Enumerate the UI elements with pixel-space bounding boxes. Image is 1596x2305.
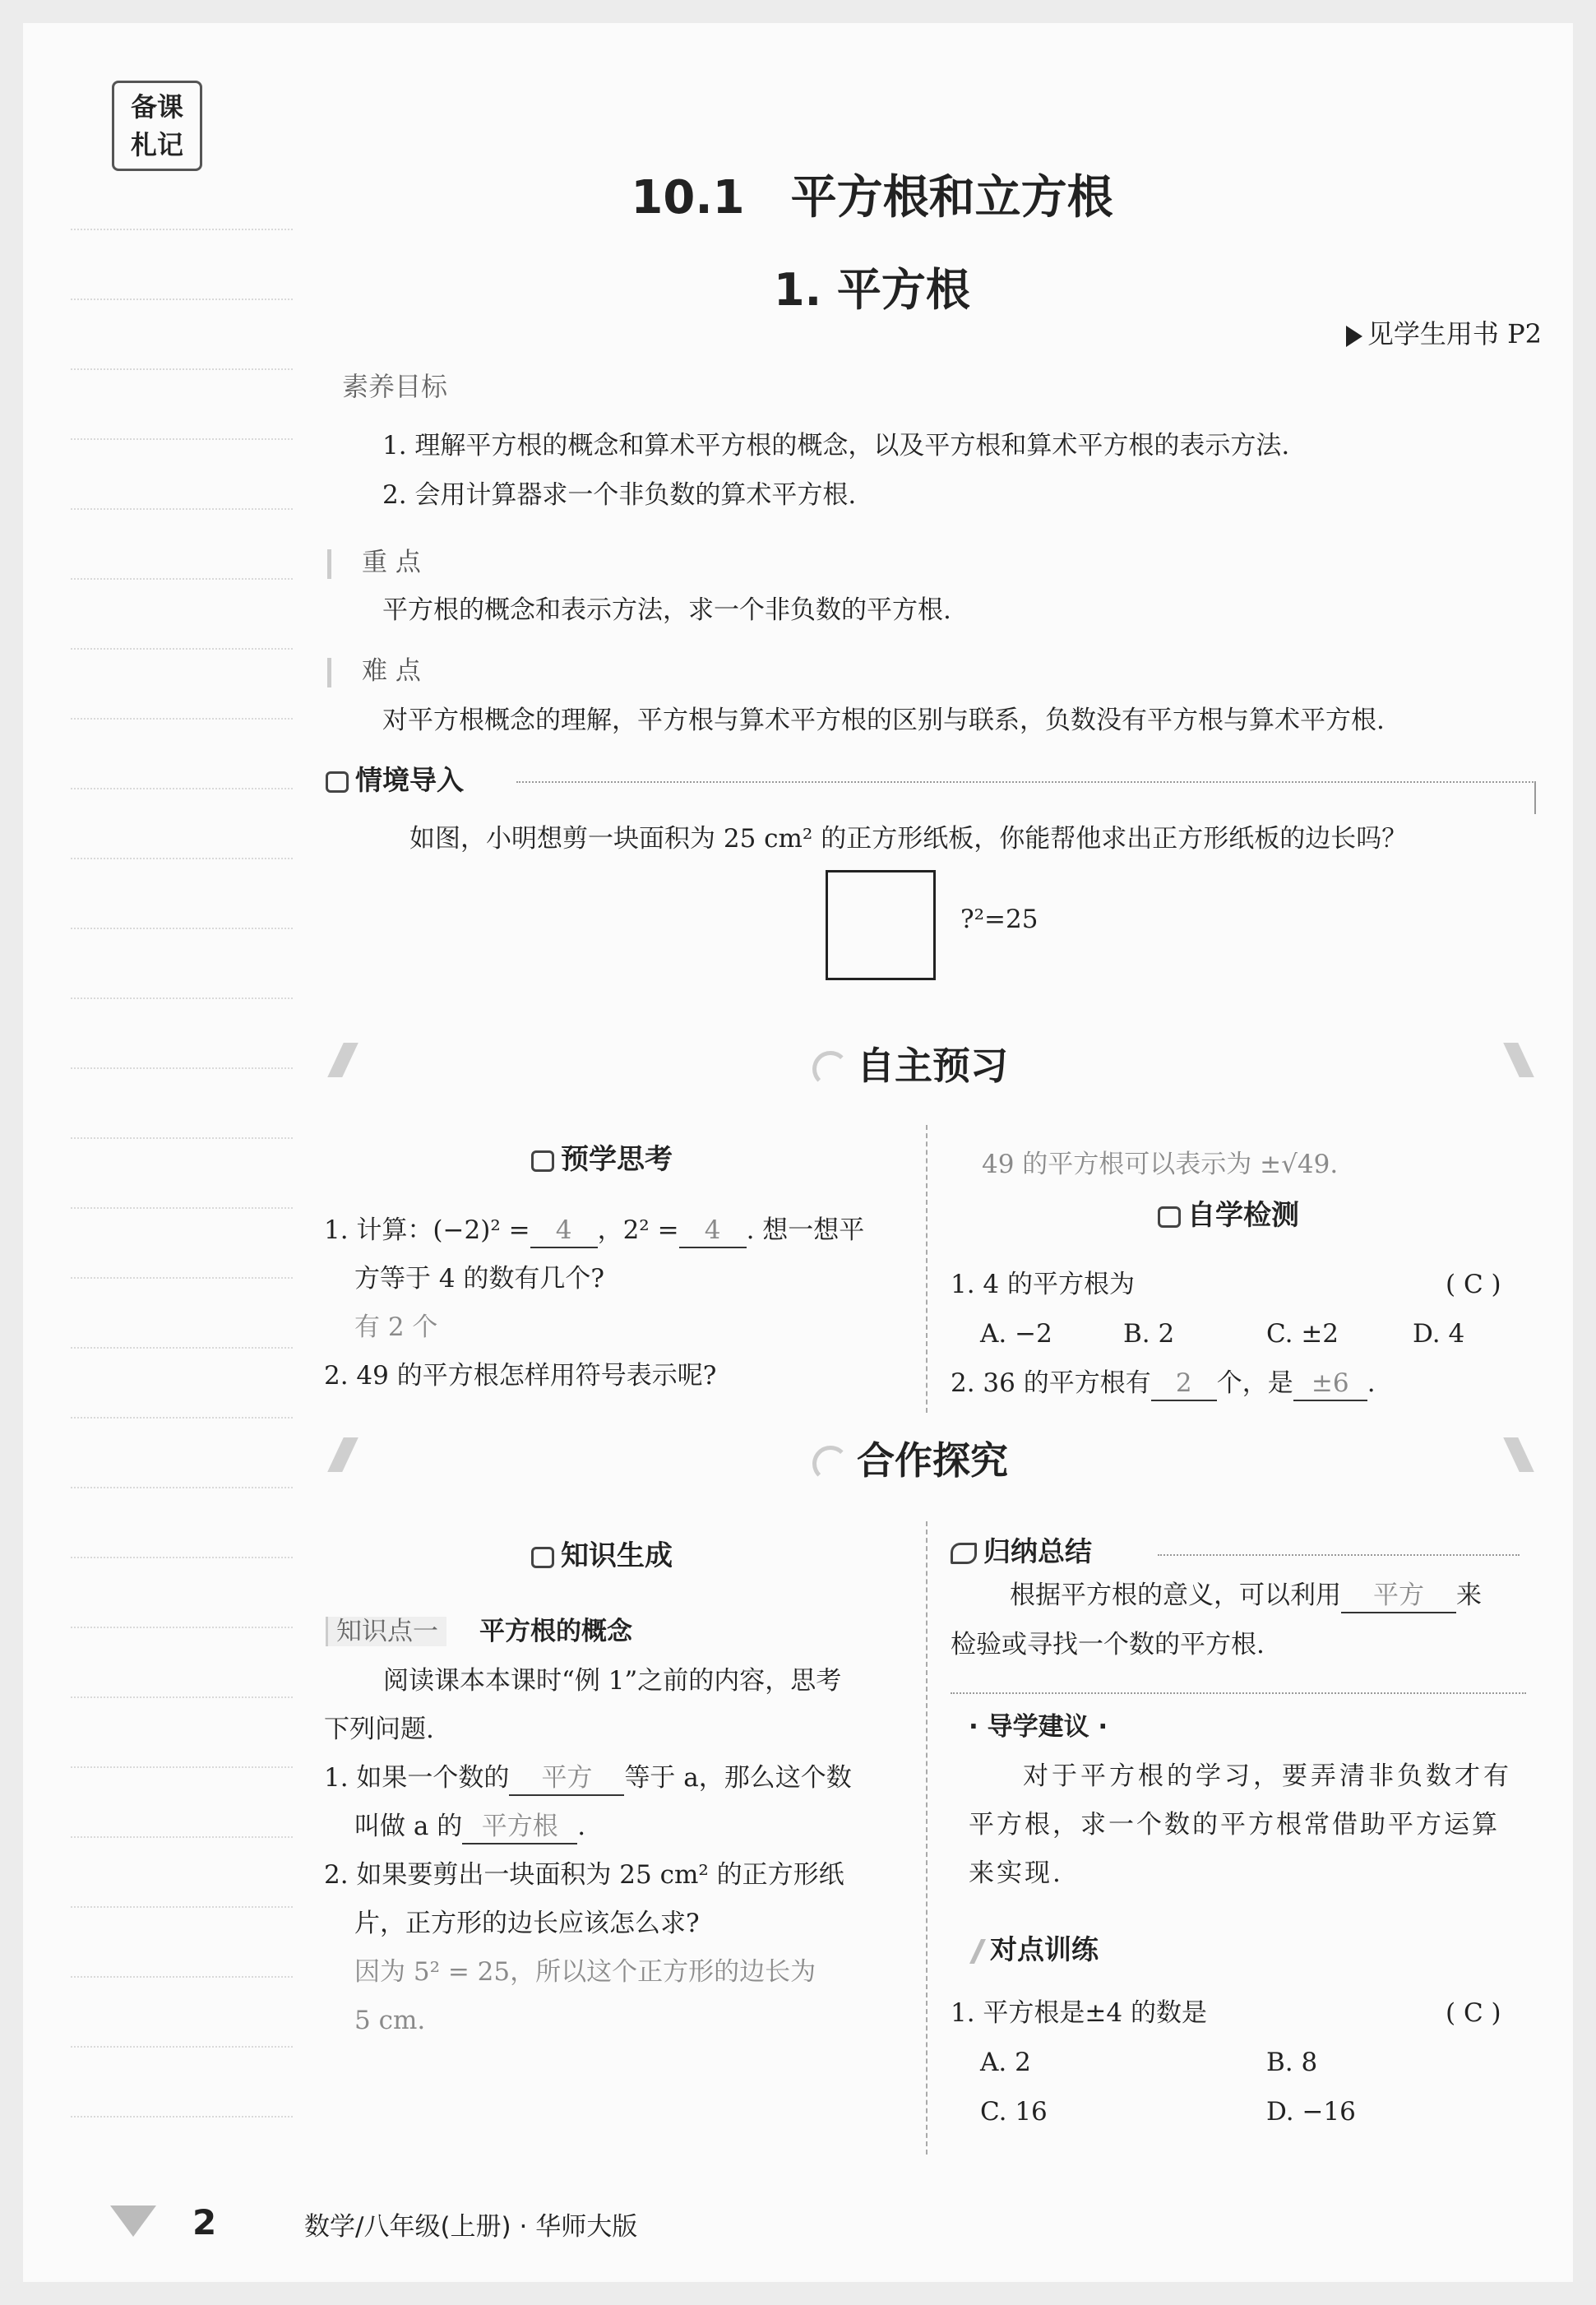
train-title-text: 对点训练 xyxy=(990,1933,1099,1965)
knowledge-q2-line2: 片，正方形的边长应该怎么求? xyxy=(354,1909,700,1938)
preview-q2-answer: 49 的平方根可以表示为 ±√49. xyxy=(982,1150,1339,1179)
page-number: 2 xyxy=(192,2202,217,2243)
k1-text-c: 等于 a，那么这个数 xyxy=(624,1763,852,1793)
reference-text: 见学生用书 P2 xyxy=(1367,318,1542,349)
knowledge-q2-answer-1: 因为 5² = 25，所以这个正方形的边长为 xyxy=(354,1957,817,1987)
s1-blank[interactable]: 平方 xyxy=(1341,1579,1456,1613)
train-title xyxy=(975,1932,1099,1968)
preview-banner-text: 自主预习 xyxy=(857,1044,1008,1088)
summary-divider xyxy=(1158,1554,1520,1556)
think-title xyxy=(531,1141,673,1178)
square-label: ?²=25 xyxy=(960,905,1039,934)
train-option-a: A. 2 xyxy=(980,2048,1031,2077)
difficulty-label: 难 点 xyxy=(362,656,421,686)
summary-bottom-divider xyxy=(951,1692,1526,1694)
goal-item-2: 2. 会用计算器求一个非负数的算术平方根. xyxy=(382,480,857,510)
c2-blank-1[interactable]: 2 xyxy=(1151,1367,1217,1401)
book-name: 数学/八年级(上册) · 华师大版 xyxy=(304,2212,638,2242)
intro-text: 如图，小明想剪一块面积为 25 cm² 的正方形纸板，你能帮他求出正方形纸板的边长吗？ xyxy=(409,824,1408,854)
knowledge-icon xyxy=(531,1547,554,1568)
badge-line2: 札记 xyxy=(130,129,183,160)
banner-slash-left xyxy=(327,1043,359,1077)
summary-title xyxy=(951,1534,1092,1570)
scene-icon xyxy=(326,771,349,793)
check-q1: 1. 4 的平方根为 xyxy=(951,1270,1136,1299)
check-q1-option-d: D. 4 xyxy=(1413,1319,1465,1349)
check-q1-option-b: B. 2 xyxy=(1123,1319,1175,1349)
advice-title: · 导学建议 · xyxy=(969,1712,1108,1742)
knowledge-title xyxy=(531,1538,673,1574)
summary-title-text: 归纳总结 xyxy=(983,1535,1092,1567)
intro-divider xyxy=(516,781,1536,783)
banner2-slash-left xyxy=(327,1437,359,1472)
point-label: 知识点一 xyxy=(326,1617,446,1646)
c2-text-a: 2. 36 的平方根有 xyxy=(951,1368,1151,1398)
intro-divider-end xyxy=(1534,781,1536,814)
square-figure xyxy=(826,870,936,980)
arc2-icon xyxy=(812,1446,849,1482)
preview-q2: 2. 49 的平方根怎样用符号表示呢? xyxy=(324,1361,717,1391)
train-icon xyxy=(969,1939,986,1964)
banner-slash-right xyxy=(1503,1043,1534,1077)
intro-label-text: 情境导入 xyxy=(355,764,464,796)
sub-title: 1. 平方根 xyxy=(774,264,970,316)
summary-line-2: 检验或寻找一个数的平方根. xyxy=(951,1630,1265,1659)
difficulty-text: 对平方根概念的理解，平方根与算术平方根的区别与联系，负数没有平方根与算术平方根. xyxy=(382,706,1385,735)
train-q1: 1. 平方根是±4 的数是 xyxy=(951,1998,1207,2028)
check-q1-answer: ( C ) xyxy=(1446,1270,1501,1299)
explore-banner-text: 合作探究 xyxy=(857,1438,1008,1483)
c2-blank-2[interactable]: ±6 xyxy=(1293,1367,1367,1401)
k1-text-e: . xyxy=(577,1812,586,1841)
k1-text-a: 1. 如果一个数的 xyxy=(324,1763,510,1793)
k1-blank-1[interactable]: 平方 xyxy=(509,1761,624,1796)
check-q1-option-c: C. ±2 xyxy=(1266,1319,1339,1349)
intro-label xyxy=(326,763,464,798)
think-title-text: 预学思考 xyxy=(561,1143,673,1176)
train-option-d: D. −16 xyxy=(1266,2097,1356,2127)
check-icon xyxy=(1158,1206,1181,1228)
key-label: 重 点 xyxy=(362,548,421,577)
margin-badge xyxy=(112,81,202,171)
goals-label: 素养目标 xyxy=(342,371,448,402)
column-divider xyxy=(926,1125,928,1413)
point-tag xyxy=(326,1615,632,1648)
advice-line-2: 平方根，求一个数的平方根常借助平方运算 xyxy=(969,1810,1500,1840)
check-q1-option-a: A. −2 xyxy=(980,1319,1052,1349)
explore-banner xyxy=(812,1431,1008,1485)
train-q1-answer: ( C ) xyxy=(1446,1998,1501,2028)
advice-line-1: 对于平方根的学习，要弄清非负数才有 xyxy=(1023,1761,1512,1791)
c2-text-d: . xyxy=(1367,1368,1376,1398)
knowledge-q1 xyxy=(324,1761,852,1796)
banner2-slash-right xyxy=(1503,1437,1534,1472)
train-option-c: C. 16 xyxy=(980,2097,1048,2127)
knowledge-q2-line1: 2. 如果要剪出一块面积为 25 cm² 的正方形纸 xyxy=(324,1860,844,1890)
q1-text-c: ，2² = xyxy=(597,1215,679,1245)
column-divider-2 xyxy=(926,1521,928,2155)
q1-text-a: 1. 计算：(−2)² = xyxy=(324,1215,530,1245)
q1-blank-1[interactable]: 4 xyxy=(530,1214,598,1248)
key-marker xyxy=(327,549,331,579)
knowledge-q1-line2 xyxy=(354,1810,585,1844)
advice-line-3: 来实现. xyxy=(969,1858,1063,1888)
s1-text-c: 来 xyxy=(1456,1581,1482,1610)
check-title-text: 自学检测 xyxy=(1187,1199,1299,1232)
c2-text-c: 个，是 xyxy=(1216,1368,1293,1398)
preview-q1-answer: 有 2 个 xyxy=(354,1312,438,1342)
key-text: 平方根的概念和表示方法，求一个非负数的平方根. xyxy=(382,595,951,625)
arc-icon xyxy=(812,1051,849,1087)
play-icon xyxy=(1346,326,1362,347)
preview-banner xyxy=(812,1036,1008,1090)
think-icon xyxy=(531,1150,554,1172)
q1-blank-2[interactable]: 4 xyxy=(679,1214,747,1248)
badge-line1: 备课 xyxy=(130,91,183,123)
check-title xyxy=(1158,1197,1299,1233)
point-title: 平方根的概念 xyxy=(479,1617,632,1646)
read-line-2: 下列问题. xyxy=(324,1715,434,1744)
summary-line-1 xyxy=(1010,1579,1482,1613)
book-reference xyxy=(1346,317,1542,352)
k1-blank-2[interactable]: 平方根 xyxy=(462,1810,577,1844)
summary-icon xyxy=(951,1543,977,1564)
train-option-b: B. 8 xyxy=(1266,2048,1318,2077)
s1-text-a: 根据平方根的意义，可以利用 xyxy=(1010,1581,1341,1610)
read-line-1: 阅读课本本课时“例 1”之前的内容，思考 xyxy=(383,1666,842,1696)
q1-text-d: . 想一想平 xyxy=(746,1215,865,1245)
knowledge-q2-answer-2: 5 cm. xyxy=(354,2006,426,2035)
k1-text-d: 叫做 a 的 xyxy=(354,1812,463,1841)
knowledge-title-text: 知识生成 xyxy=(561,1539,673,1572)
page xyxy=(23,23,1573,2282)
difficulty-marker xyxy=(327,658,331,687)
section-title: 10.1 平方根和立方根 xyxy=(631,171,1113,224)
footer-logo-icon xyxy=(110,2205,156,2237)
preview-q1-line2: 方等于 4 的数有几个? xyxy=(354,1264,605,1294)
goal-item-1: 1. 理解平方根的概念和算术平方根的概念，以及平方根和算术平方根的表示方法. xyxy=(382,431,1290,461)
check-q2 xyxy=(951,1367,1376,1401)
preview-q1 xyxy=(324,1214,864,1248)
